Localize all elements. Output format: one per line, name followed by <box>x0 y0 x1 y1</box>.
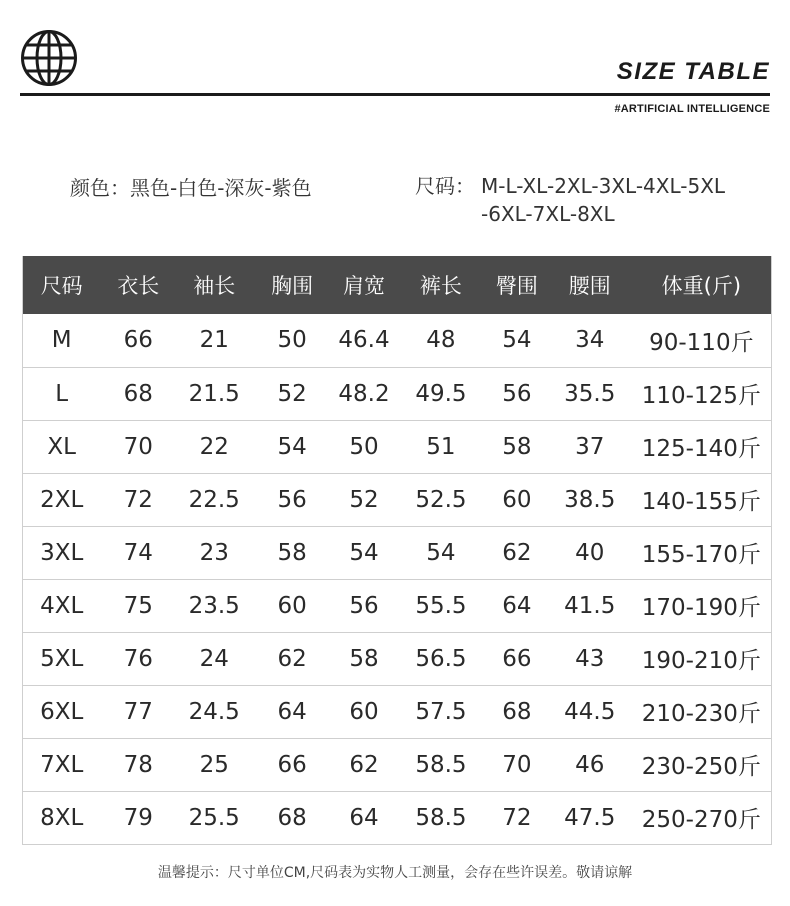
table-cell: 44.5 <box>548 685 632 738</box>
table-cell: 210-230斤 <box>632 685 772 738</box>
column-header: 肩宽 <box>332 256 396 314</box>
table-row <box>23 367 772 420</box>
table-row <box>23 526 772 579</box>
table-cell: 68 <box>252 791 332 844</box>
table-cell: 6XL <box>23 685 101 738</box>
table-cell: 21 <box>176 314 252 367</box>
column-header: 体重(斤) <box>632 256 772 314</box>
table-cell: 52 <box>252 367 332 420</box>
table-cell: 56.5 <box>396 632 486 685</box>
table-cell: 62 <box>332 738 396 791</box>
table-row <box>23 314 772 367</box>
table-cell: 64 <box>486 579 548 632</box>
table-row <box>23 579 772 632</box>
table-cell: 21.5 <box>176 367 252 420</box>
table-cell: 74 <box>100 526 176 579</box>
table-cell: 37 <box>548 420 632 473</box>
table-cell: 77 <box>100 685 176 738</box>
column-header: 裤长 <box>396 256 486 314</box>
footer-note: 温馨提示：尺寸单位CM,尺码表为实物人工测量，会存在些许误差。敬请谅解 <box>157 865 633 881</box>
table-cell: 48.2 <box>332 367 396 420</box>
table-cell: 62 <box>486 526 548 579</box>
table-cell: 50 <box>332 420 396 473</box>
size-label: 尺码： <box>415 174 475 198</box>
table-cell: 50 <box>252 314 332 367</box>
size-table-title: SIZE TABLE <box>616 58 770 85</box>
table-cell: 60 <box>332 685 396 738</box>
table-row <box>23 738 772 791</box>
table-cell: 60 <box>252 579 332 632</box>
table-cell: 5XL <box>23 632 101 685</box>
column-header: 腰围 <box>548 256 632 314</box>
table-cell: 56 <box>252 473 332 526</box>
table-cell: 23 <box>176 526 252 579</box>
table-cell: 58 <box>486 420 548 473</box>
table-cell: 49.5 <box>396 367 486 420</box>
size-chart-table <box>22 256 772 845</box>
table-cell: 72 <box>100 473 176 526</box>
table-cell: 66 <box>252 738 332 791</box>
table-cell: 2XL <box>23 473 101 526</box>
table-cell: 64 <box>252 685 332 738</box>
table-cell: 35.5 <box>548 367 632 420</box>
table-row <box>23 685 772 738</box>
table-cell: 22.5 <box>176 473 252 526</box>
table-cell: 54 <box>396 526 486 579</box>
size-value-line1: M-L-XL-2XL-3XL-4XL-5XL <box>481 174 726 198</box>
table-cell: 90-110斤 <box>632 314 772 367</box>
table-cell: 52.5 <box>396 473 486 526</box>
table-cell: 57.5 <box>396 685 486 738</box>
table-cell: 70 <box>100 420 176 473</box>
table-cell: 60 <box>486 473 548 526</box>
table-cell: 51 <box>396 420 486 473</box>
tagline: #ARTIFICIAL INTELLIGENCE <box>614 103 770 115</box>
column-header: 袖长 <box>176 256 252 314</box>
table-cell: 4XL <box>23 579 101 632</box>
table-cell: 23.5 <box>176 579 252 632</box>
column-header: 尺码 <box>23 256 101 314</box>
table-cell: 54 <box>486 314 548 367</box>
table-cell: 70 <box>486 738 548 791</box>
table-cell: 52 <box>332 473 396 526</box>
globe-icon <box>20 29 78 87</box>
table-cell: 68 <box>486 685 548 738</box>
table-cell: 41.5 <box>548 579 632 632</box>
table-cell: L <box>23 367 101 420</box>
table-body <box>23 314 772 844</box>
table-cell: 78 <box>100 738 176 791</box>
table-cell: XL <box>23 420 101 473</box>
table-cell: 48 <box>396 314 486 367</box>
header-divider <box>20 93 770 96</box>
table-cell: 25 <box>176 738 252 791</box>
table-cell: 66 <box>100 314 176 367</box>
table-cell: 170-190斤 <box>632 579 772 632</box>
table-cell: 56 <box>486 367 548 420</box>
table-cell: 68 <box>100 367 176 420</box>
size-info <box>415 172 725 228</box>
table-cell: 64 <box>332 791 396 844</box>
table-cell: 24 <box>176 632 252 685</box>
table-cell: 76 <box>100 632 176 685</box>
table-cell: 40 <box>548 526 632 579</box>
table-cell: 46.4 <box>332 314 396 367</box>
table-cell: 190-210斤 <box>632 632 772 685</box>
table-row <box>23 791 772 844</box>
table-cell: 24.5 <box>176 685 252 738</box>
column-header: 臀围 <box>486 256 548 314</box>
table-cell: 34 <box>548 314 632 367</box>
table-cell: 22 <box>176 420 252 473</box>
table-cell: 47.5 <box>548 791 632 844</box>
table-cell: 72 <box>486 791 548 844</box>
table-cell: 155-170斤 <box>632 526 772 579</box>
table-cell: 46 <box>548 738 632 791</box>
column-header: 衣长 <box>100 256 176 314</box>
table-cell: 230-250斤 <box>632 738 772 791</box>
table-cell: 79 <box>100 791 176 844</box>
table-cell: M <box>23 314 101 367</box>
table-cell: 55.5 <box>396 579 486 632</box>
table-row <box>23 473 772 526</box>
table-cell: 66 <box>486 632 548 685</box>
table-cell: 58 <box>252 526 332 579</box>
table-cell: 54 <box>252 420 332 473</box>
table-cell: 110-125斤 <box>632 367 772 420</box>
table-cell: 250-270斤 <box>632 791 772 844</box>
table-cell: 125-140斤 <box>632 420 772 473</box>
table-cell: 3XL <box>23 526 101 579</box>
table-row <box>23 420 772 473</box>
column-header: 胸围 <box>252 256 332 314</box>
table-cell: 58 <box>332 632 396 685</box>
table-header-row <box>23 256 772 314</box>
table-row <box>23 632 772 685</box>
table-cell: 25.5 <box>176 791 252 844</box>
table-cell: 56 <box>332 579 396 632</box>
table-cell: 58.5 <box>396 791 486 844</box>
table-cell: 8XL <box>23 791 101 844</box>
color-info <box>70 172 312 201</box>
table-cell: 54 <box>332 526 396 579</box>
table-cell: 7XL <box>23 738 101 791</box>
table-cell: 43 <box>548 632 632 685</box>
size-value-line2: -6XL-7XL-8XL <box>481 202 615 226</box>
table-cell: 38.5 <box>548 473 632 526</box>
table-cell: 75 <box>100 579 176 632</box>
color-label: 颜色： <box>70 176 130 200</box>
table-cell: 140-155斤 <box>632 473 772 526</box>
table-cell: 62 <box>252 632 332 685</box>
table-cell: 58.5 <box>396 738 486 791</box>
color-value: 黑色-白色-深灰-紫色 <box>130 176 312 200</box>
